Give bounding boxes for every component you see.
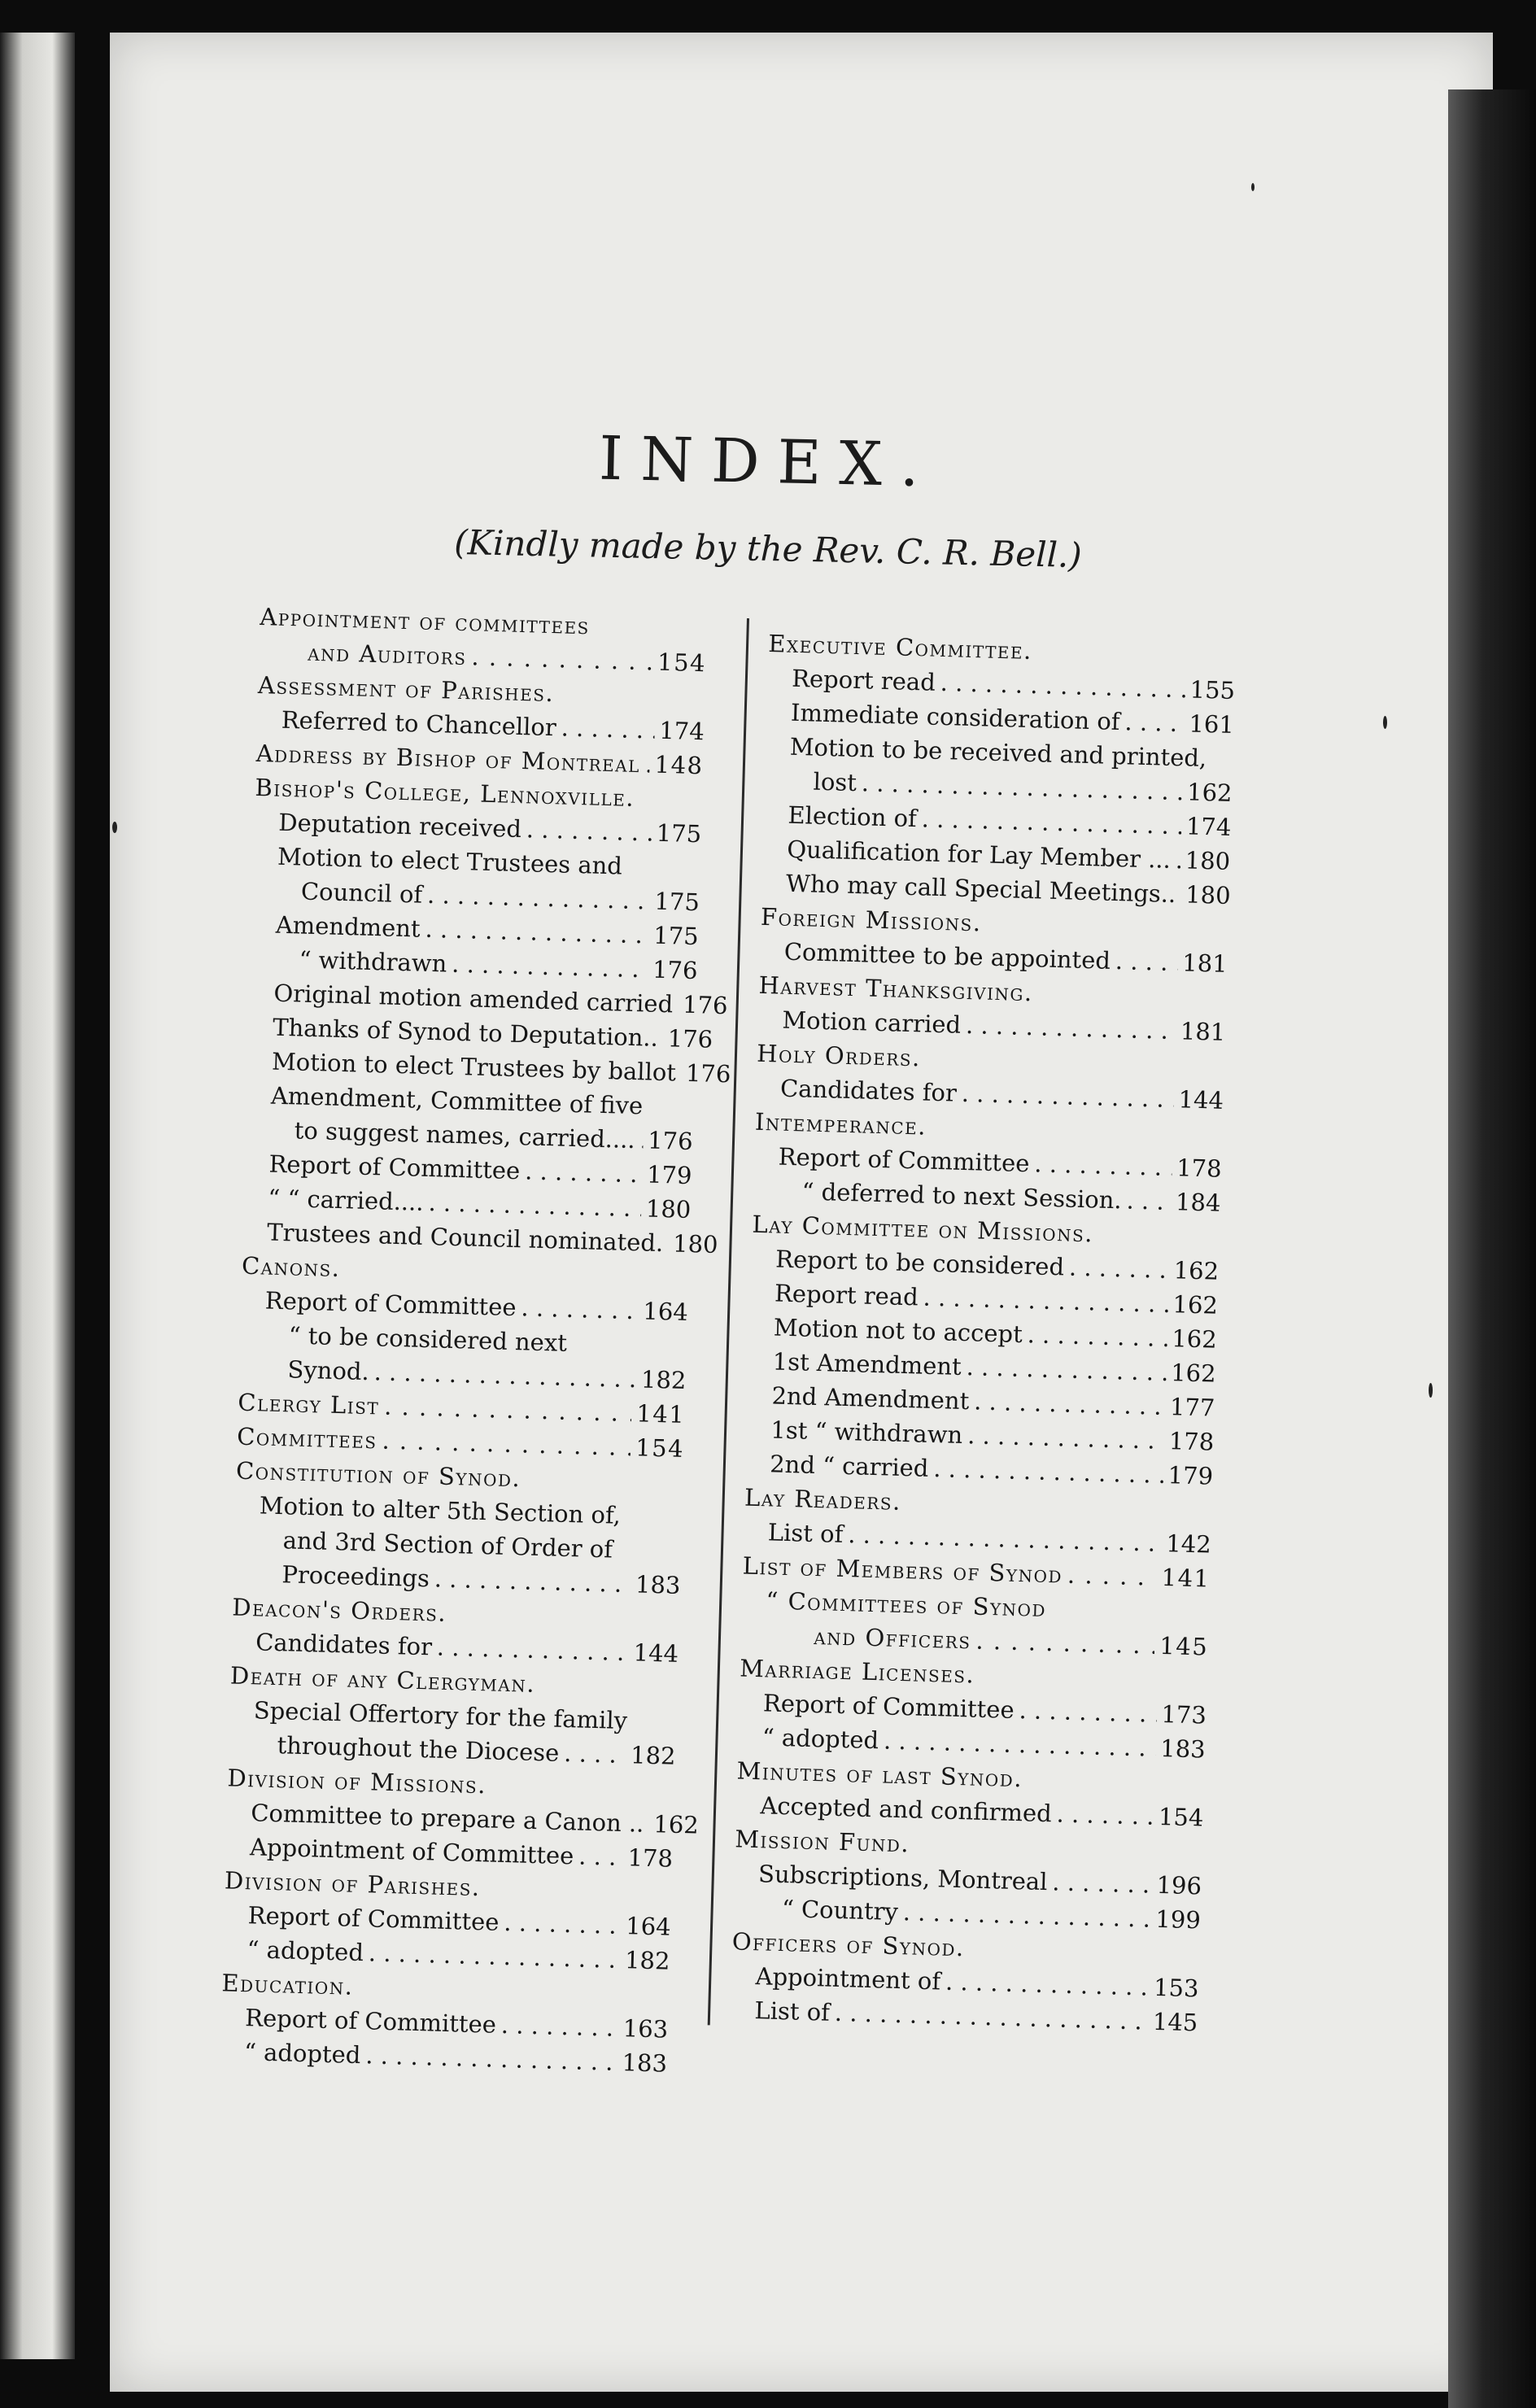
index-entry-text: Harvest Thanksgiving. [758, 971, 1034, 1007]
index-entry-page: 181 [1180, 1017, 1226, 1046]
index-entry-text: Education. [221, 1969, 354, 2000]
index-entry-page: 176 [652, 955, 698, 985]
index-entry-text: 1st Amendment [772, 1347, 962, 1381]
index-entry-page: 162 [1170, 1359, 1217, 1388]
dot-leader [1126, 1184, 1172, 1219]
index-entry-text: Report to be considered [775, 1245, 1065, 1281]
dot-leader [1034, 1146, 1172, 1184]
dot-leader [578, 1839, 623, 1875]
index-entry-page: 153 [1153, 1973, 1199, 2003]
index-entry-page: 162 [1173, 1256, 1220, 1285]
dot-leader [639, 1123, 644, 1157]
scan-speck [1251, 183, 1255, 191]
index-entry-text: Mission Fund. [734, 1825, 910, 1858]
index-entry-text: Intemperance. [754, 1107, 927, 1141]
index-entry-text: Motion not to accept [773, 1313, 1023, 1349]
dot-leader [644, 747, 650, 781]
index-entry-text: to suggest names, carried.... [294, 1116, 636, 1154]
dot-leader [1180, 877, 1181, 911]
index-entry-page: 175 [652, 921, 700, 951]
index-entry-text: 2nd Amendment [771, 1381, 970, 1416]
index-entry-text: Synod. [287, 1355, 370, 1386]
book-cover-edge [1448, 89, 1536, 2408]
index-entry-page: 183 [1159, 1734, 1207, 1764]
index-entry-text: Motion to elect Trustees and [277, 842, 623, 880]
index-entry-page: 179 [646, 1160, 692, 1190]
index-entry-text: “ adopted [243, 2038, 361, 2070]
index-entry-text: Trustees and Council nominated. [266, 1218, 664, 1258]
index-entry-page: 174 [1185, 812, 1232, 841]
index-entry-text: Clergy List [237, 1388, 380, 1420]
dot-leader [967, 1418, 1165, 1458]
index-entry-text: Report of Committee [247, 1901, 500, 1936]
index-entry-text: Motion to elect Trustees by ballot [271, 1047, 677, 1087]
index-entry-text: Committee to be appointed [783, 937, 1111, 975]
index-entry-text: Motion carried [782, 1006, 962, 1039]
index-entry-page: 176 [647, 1126, 694, 1156]
index-entry-page: 178 [627, 1843, 674, 1873]
index-entry-text: Holy Orders. [756, 1039, 922, 1072]
index-entry-text: Accepted and confirmed [760, 1791, 1053, 1828]
index-entry-text: lost [813, 767, 857, 797]
index-entry-page: 141 [1161, 1563, 1211, 1593]
index-entry-text: Candidates for [779, 1074, 958, 1107]
index-entry-text: Report of Committee [264, 1286, 517, 1322]
index-entry-page: 162 [1186, 778, 1233, 807]
index-entry-text: Appointment of Committee [249, 1833, 574, 1870]
index-entry-text: List of Members of Synod [742, 1551, 1063, 1589]
dot-leader [564, 1736, 626, 1772]
index-entry-text: Subscriptions, Montreal [757, 1860, 1048, 1896]
index-entry-text: and 3rd Section of Order of [282, 1526, 613, 1564]
index-entry-text: Motion to alter 5th Section of, [259, 1491, 622, 1529]
index-entry-text: Report read [774, 1279, 919, 1311]
index-entry-page: 176 [685, 1058, 731, 1088]
index-entry-text: Address by Bishop of Montreal [255, 739, 641, 779]
index-entry-page: 163 [622, 2014, 669, 2044]
index-entry-text: Original motion amended carried [273, 979, 674, 1019]
index-entry-page: 161 [1189, 709, 1235, 739]
index-entry-page: 182 [630, 1741, 676, 1770]
index-entry-text: throughout the Diocese [277, 1731, 560, 1767]
index-entry-text: Foreign Missions. [760, 902, 983, 937]
index-entry-page: 148 [654, 750, 704, 780]
index-entry-page: 178 [1176, 1154, 1223, 1183]
index-entry-text: “ “ carried.... [267, 1184, 425, 1216]
dot-leader [1056, 1796, 1154, 1833]
index-entry-page: 154 [635, 1433, 685, 1463]
index-entry-page: 154 [657, 648, 707, 678]
dot-leader [961, 1076, 1174, 1116]
dot-leader [974, 1384, 1166, 1424]
index-entry-page: 182 [624, 1946, 670, 1975]
dot-leader [966, 1008, 1176, 1048]
index-entry-page: 180 [672, 1229, 719, 1259]
index-entry-text: Deacon's Orders. [231, 1593, 447, 1627]
dot-leader [945, 1965, 1150, 2004]
index-entry-text: Proceedings [281, 1560, 430, 1593]
index-entry-text: List of [754, 1996, 831, 2026]
dot-leader [525, 1154, 643, 1191]
index-entry-text: Special Offertory for the family [253, 1696, 628, 1735]
index-entry-text: Report of Committee [268, 1149, 521, 1185]
index-entry-text: Motion to be received and printed, [789, 732, 1207, 773]
dot-leader [1052, 1865, 1152, 1901]
index-entry-page: 162 [1172, 1290, 1219, 1320]
index-entry-text: and Officers [813, 1622, 972, 1655]
index-entry-text: Referred to Chancellor [281, 705, 557, 742]
index-entry-text: Officers of Synod. [731, 1927, 966, 1962]
index-entry-page: 176 [682, 990, 728, 1020]
index-entry-text: Bishop's College, Lennoxville. [255, 773, 635, 812]
index-entry-text: Canons. [241, 1251, 342, 1283]
index-entry-page: 164 [642, 1297, 689, 1327]
scan-speck [1383, 716, 1387, 729]
index-entry-page: 155 [1189, 675, 1236, 705]
dot-leader [504, 1905, 622, 1943]
dot-leader [1027, 1317, 1167, 1355]
index-entry-page: 183 [622, 2048, 668, 2078]
index-entry-page: 178 [1168, 1427, 1215, 1456]
index-entry-page: 145 [1159, 1631, 1209, 1661]
index-entry-page: 177 [1169, 1393, 1215, 1422]
dot-leader [1115, 944, 1178, 979]
index-entry-page: 175 [656, 818, 702, 848]
previous-page-edge [0, 33, 75, 2359]
index-entry-text: Report of Committee [778, 1142, 1030, 1178]
dot-leader [668, 1226, 669, 1260]
index-entry-page: 199 [1154, 1904, 1202, 1935]
index-entry-page: 183 [635, 1570, 681, 1599]
dot-leader [434, 1561, 631, 1601]
index-entry-page: 145 [1152, 2007, 1198, 2037]
dot-leader [428, 1185, 641, 1225]
index-entry-text: Constitution of Synod. [235, 1456, 521, 1493]
index-entry-text: Assessment of Parishes. [257, 670, 555, 708]
dot-leader [365, 2038, 617, 2079]
index-entry-page: 164 [625, 1912, 672, 1941]
index-entry-page: 176 [667, 1024, 713, 1054]
index-entry-text: Who may call Special Meetings.. [785, 869, 1176, 909]
index-entry-text: Thanks of Synod to Deputation.. [272, 1013, 659, 1052]
dot-leader [1124, 705, 1185, 740]
dot-leader [1019, 1693, 1157, 1731]
index-subtitle: (Kindly made by the Rev. C. R. Bell.) [453, 521, 1083, 576]
index-entry-page: 162 [1171, 1324, 1218, 1354]
index-entry-text: Marriage Licenses. [739, 1654, 975, 1689]
index-entry-text: “ to be considered next [288, 1321, 568, 1357]
index-entry-text: Qualification for Lay Member ... [786, 835, 1172, 874]
index-entry-text: “ deferred to next Session. [801, 1177, 1123, 1215]
index-entry-text: Deputation received [277, 808, 522, 844]
dot-leader [471, 639, 653, 678]
index-entry-page: 182 [640, 1365, 687, 1394]
index-entry-text: Minutes of last Synod. [736, 1756, 1023, 1793]
index-entry-text: Report of Committee [244, 2004, 497, 2039]
index-entry-page: 144 [633, 1638, 679, 1668]
index-entry-text: Death of any Clergyman. [229, 1661, 536, 1698]
dot-leader [436, 1630, 629, 1670]
dot-leader [526, 812, 652, 849]
index-column-left [220, 600, 731, 2081]
index-title: INDEX. [598, 423, 938, 501]
index-entry-page: 175 [654, 887, 700, 917]
index-entry-page: 180 [645, 1194, 692, 1224]
dot-leader [662, 1021, 663, 1055]
index-entry-page: 162 [652, 1810, 700, 1839]
dot-leader [966, 1350, 1167, 1389]
index-entry-text: Committee to prepare a Canon .. [250, 1799, 644, 1838]
index-entry-text: Report read [791, 664, 936, 696]
index-entry-page: 184 [1175, 1188, 1221, 1217]
dot-leader [648, 1807, 649, 1841]
index-entry-text: Division of Parishes. [224, 1866, 482, 1902]
index-entry-text: Lay Readers. [744, 1483, 902, 1516]
index-entry-page: 173 [1161, 1700, 1207, 1730]
index-entry-text: “ withdrawn [299, 945, 447, 978]
index-entry-text: “ Country [781, 1895, 899, 1926]
dot-leader [521, 1290, 639, 1328]
scan-speck [1429, 1383, 1433, 1398]
index-entry-text: Candidates for [255, 1628, 433, 1661]
dot-leader [680, 1056, 681, 1090]
dot-leader [500, 2008, 618, 2045]
index-entry-text: Appointment of [755, 1962, 941, 1996]
index-entry-text: List of [767, 1518, 844, 1548]
index-entry-text: Appointment of committees [259, 602, 591, 640]
index-entry-page: 180 [1185, 880, 1232, 910]
index-entry-text: “ adopted [247, 1935, 364, 1967]
index-entry-page: 180 [1185, 846, 1231, 875]
index-entry-page: 144 [1178, 1085, 1224, 1115]
dot-leader [1175, 843, 1180, 877]
dot-leader [561, 710, 655, 747]
index-entry-text: Council of [300, 877, 423, 909]
dot-leader [1068, 1250, 1169, 1287]
index-entry-text: Executive Committee. [767, 629, 1033, 665]
index-entry-page: 141 [635, 1399, 686, 1429]
index-column-right [730, 626, 1237, 2039]
index-entry-text: Amendment [275, 910, 421, 943]
dot-leader [1067, 1558, 1157, 1594]
dot-leader [678, 988, 679, 1022]
index-entry-page: 154 [1158, 1802, 1204, 1832]
index-entry-page: 179 [1167, 1461, 1214, 1490]
index-entry-text: Report of Committee [762, 1689, 1015, 1724]
index-entry-text: Committees [236, 1422, 378, 1455]
index-entry-text: Immediate consideration of [790, 698, 1121, 736]
index-entry-text: Amendment, Committee of five [270, 1081, 644, 1120]
dot-leader [452, 947, 648, 987]
index-entry-text: Lay Committee on Missions. [752, 1210, 1094, 1248]
index-entry-text: 1st “ withdrawn [770, 1416, 963, 1450]
index-entry-text: “ adopted [761, 1723, 879, 1755]
index-entry-page: 174 [658, 716, 705, 746]
index-entry-text: and Auditors [307, 638, 468, 671]
index-entry-text: 2nd “ carried [769, 1450, 929, 1482]
index-entry-page: 196 [1156, 1870, 1202, 1900]
index-entry-page: 142 [1165, 1529, 1212, 1559]
index-entry-page: 181 [1181, 949, 1228, 978]
dot-leader [975, 1624, 1155, 1663]
scan-speck [112, 822, 117, 833]
index-entry-text: “ Committees of Synod [766, 1586, 1047, 1622]
index-entry-text: Election of [788, 800, 918, 833]
index-entry-text: Division of Missions. [227, 1764, 487, 1799]
